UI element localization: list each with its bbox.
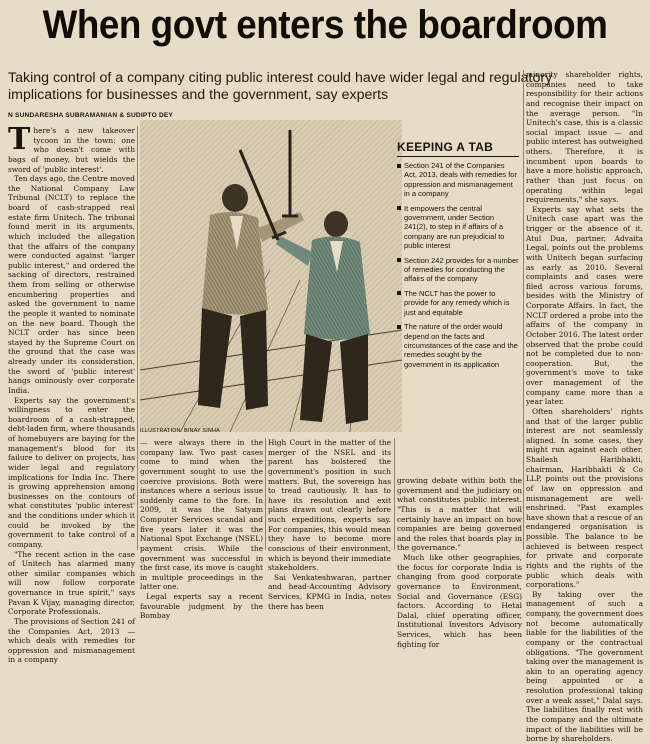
sidebar-list [397,161,519,369]
list-item: The nature of the order would depend on the facts and circumstances of the case and the remedies sought by the government in its application [397,322,519,369]
paragraph: Much like other geographies, the focus for corporate India is changing from good corporate governance to Environment, Social and Governance (ESG) factors. According to Hetal Dalal, chief operating officer, Institutional Investors Advisory Services, which has been fighting for [397,553,522,649]
businessmen-sword-illustration [140,120,402,432]
column-4 [397,476,522,649]
column-2 [140,438,263,621]
paragraph: growing debate within both the government and the judiciary on what constitutes public interest. "This is a matter that will certainly have an impact on how companies are being governed and the roles that boards play in the governance." [397,476,522,553]
column-5 [526,70,643,744]
paragraph: "The recent action in the case of Unitech has alarmed many other similar companies which will now follow corporate governance in true spirit," says Pavan K Vijay, managing director, Corporate Professionals. [8,549,135,617]
drop-cap: T [8,122,31,157]
paragraph: Ten days ago, the Centre moved the National Company Law Tribunal (NCLT) to replace the board of cash-strapped real estate firm Unitech. The tribunal found merit in its arguments, which included the allegation that the affairs of the company were conducted against "larger public interest," and ordered the sacking of directors, restrained them from selling or otherwise encumbering properties and asked the government to name the people it wanted to nominate on the new board. Though the NCLT order has since been stayed by the Supreme Court on the ground that the case was already under its consideration, the sword of 'public interest' hangs ominously over corporate India. [8,174,135,395]
paragraph: By taking over the management of such a company, the government does not become automatically liable for the liabilities of the company or the contractual obligations. "The government taking over the management is akin to an operating agency being appointed or a resolution professional taking over a weak asset," Dalal says. The liabilities finally rest with the company and the ultimate impact of the liabilities will be borne by shareholders. [526,589,643,744]
column-divider [137,126,138,550]
paragraph: The provisions of Section 241 of the Companies Act, 2013 — which deals with remedies for oppression and mismanagement in a company [8,616,135,665]
list-item: It empowers the central government, under Section 241(2), to step in if affairs of a company are run prejudicial to public interest [397,204,519,251]
keeping-a-tab-box [397,140,519,470]
paragraph: Experts say what sets the Unitech case apart was the trigger or the absence of it. Atul Dua, partner, Advaita Legal, points out the problems with Unitech began surfacing as early as 2010. Several complaints and cases were filed across various forums, besides with the Ministry of Corporate Affairs. In fact, the NCLT ordered a probe into the affairs of the company in October 2016. The latest order observed that the probe could not be completed due to non-cooperation. But, the government's move to take over management of the company came more than a year later. [526,204,643,407]
column-divider [523,70,524,550]
illustration [140,120,402,432]
illustration-credit: ILLUSTRATION: BINAY SINHA [140,428,220,434]
deck: Taking control of a company citing public interest could have wider legal and regulatory implications for businesses and the government, say experts [8,70,553,103]
sidebar-title: KEEPING A TAB [397,140,519,157]
paragraph: Legal experts say a recent favourable judgment by the Bombay [140,592,263,621]
list-item: Section 242 provides for a number of remedies for conducting the affairs of the company [397,256,519,284]
list-item: Section 241 of the Companies Act, 2013, deals with remedies for oppression and mismanagement in a company [397,161,519,199]
paragraph: — were always there in the company law. Two past cases come to mind when the government sought to use the coercive provisions. Both were instances where a serious issue suddenly came to the fore. In 2009, it was the Satyam Computer Services scandal and five years later it was the National Spot Exchange (NSEL) payment crisis. While the government was successful in the first case, its move is caught in multiple proceedings in the latter one. [140,438,263,592]
column-3 [268,438,391,611]
paragraph: Sai Venkateshwaran, partner and head-Accounting Advisory Services, KPMG in India, notes there has been [268,572,391,611]
byline: N SUNDARESHA SUBRAMANIAN & SUDIPTO DEY [8,112,174,119]
paragraph: High Court in the matter of the merger of the NSEL and its parent has bolstered the government's position in such matters. But, the sovereign has to tread cautiously. It has to have its resolution and exit plans drawn out clearly before such expeditions, experts say. For companies, this would mean they have to become more conscious of their environment, which is beyond their immediate stakeholders. [268,438,391,573]
column-divider [265,438,266,550]
column-1 [8,122,135,665]
list-item: The NCLT has the power to provide for any remedy which is just and equitable [397,289,519,317]
column-divider [394,438,395,550]
paragraph: There's a new takeover tycoon in the town: one who doesn't come with bags of money, but wields the sword of 'public interest'. [8,122,135,174]
paragraph: Experts say the government's willingness to enter the boardroom of a cash-strapped, debt-laden firm, where thousands of homebuyers are baying for the management's blood for its failure to deliver on projects, has wider legal and regulatory implications for India Inc. There is growing apprehension among businesses on the contours of what constitutes 'public interest' and the conditions under which it could be invoked by the government to take control of a company. [8,395,135,549]
headline: When govt enters the boardroom [42,3,608,47]
paragraph: Often shareholders' rights and that of the larger public interest are not seamlessly aligned. In some cases, they might run against each other. Shailesh Haribhakti, chairman, Haribhakti & Co LLP, points out the provisions of law on oppression and mismanagement are well-enshrined. "Past examples have shown that a rescue of an endangered organisation is possible. The balance to be achieved is between respect for private and corporate rights and the rights of the public which deals with corporations." [526,406,643,590]
paragraph: minority shareholder rights, companies need to take responsibility for their actions and recognise their impact on the average person. "In Unitech's case, this is a classic social impact issue — and public interest has outweighed others. Therefore, it is incumbent upon boards to have a more holistic approach, rather than just focus on operating within legal requirements," she says. [526,70,643,205]
